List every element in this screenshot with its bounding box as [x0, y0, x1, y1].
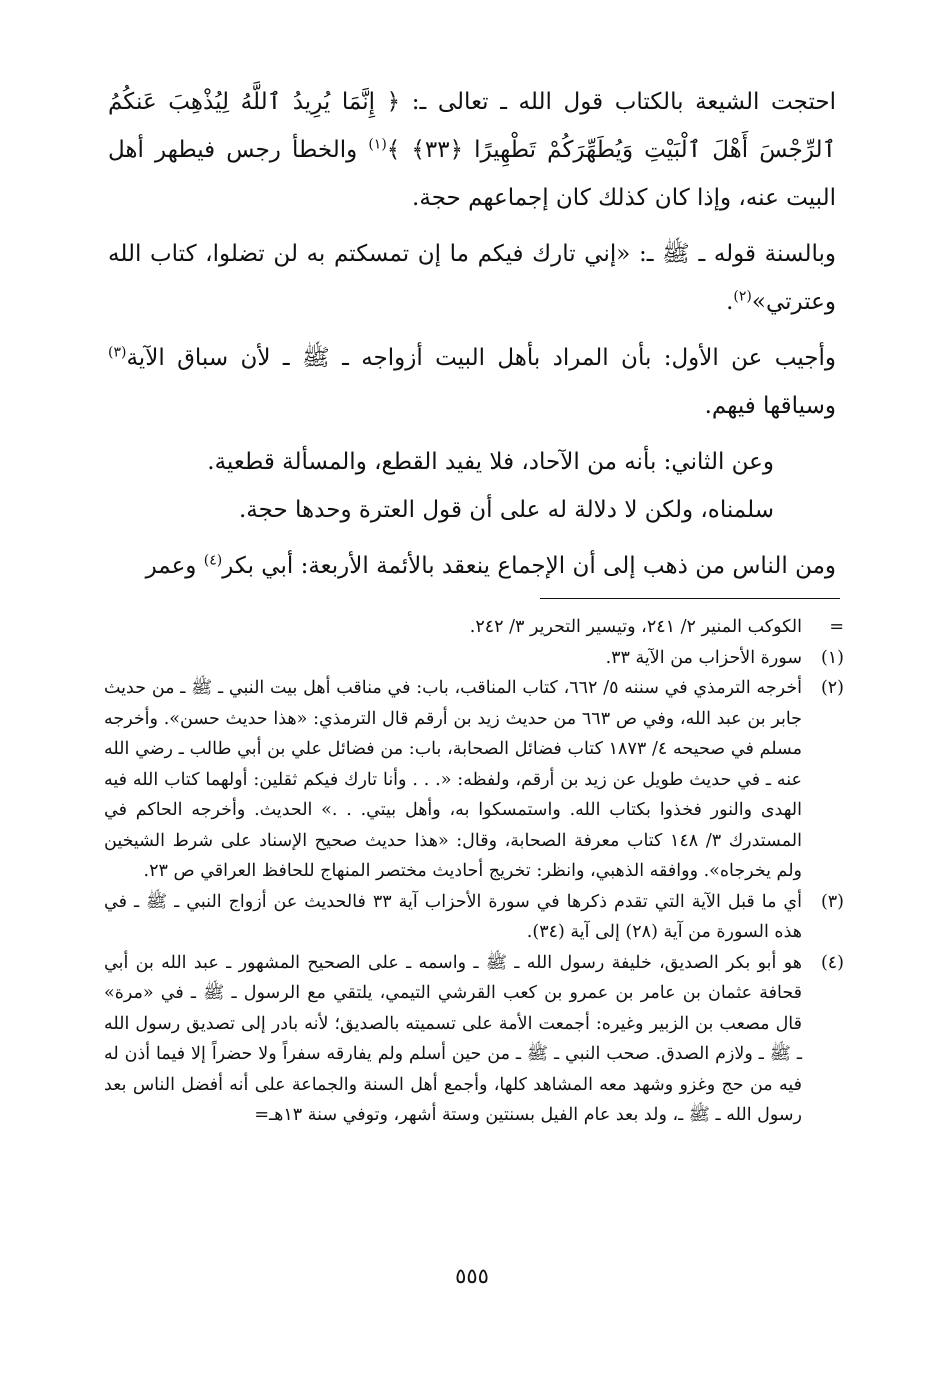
- footnote-number: (٣): [820, 891, 844, 912]
- footnote-3: [104, 887, 844, 948]
- paragraph-text: وعن الثاني: بأنه من الآحاد، فلا يفيد القطع، والمسألة قطعية.: [207, 449, 774, 475]
- paragraph-reply-second: [108, 438, 836, 486]
- paragraph-text: ومن الناس من ذهب إلى أن الإجماع ينعقد بالأئمة الأربعة: أبي بكر: [222, 553, 836, 579]
- paragraph-text-continued: وسياقها فيهم.: [704, 393, 836, 419]
- footnote-continuation: [104, 612, 844, 643]
- footnotes: [104, 612, 844, 1131]
- footnote-number: (٢): [820, 678, 844, 698]
- paragraph-reply-first: [108, 334, 836, 430]
- footnote-4: [104, 948, 844, 1131]
- paragraph-shia-argument: [108, 78, 836, 222]
- footnote-divider: [540, 598, 840, 599]
- paragraph-text: وأجيب عن الأول: بأن المراد بأهل البيت أزواجه ـ ﷺ ـ لأن سباق الآية: [126, 345, 836, 371]
- footnote-text: أي ما قبل الآية التي تقدم ذكرها في سورة الأحزاب آية ٣٣ فالحديث عن أزواج النبي ـ ﷺ ـ في هذه السورة من آية (٢٨) إلى آية (٣٤).: [104, 891, 802, 942]
- paragraph-text: وبالسنة قوله ـ ﷺ ـ: «إني تارك فيكم ما إن تمسكتم به لن تضلوا، كتاب الله وعترتي»: [108, 241, 836, 315]
- footnote-text: سورة الأحزاب من الآية ٣٣.: [605, 647, 802, 668]
- paragraph-text-continued: .: [726, 289, 734, 315]
- footnote-number: (٤): [820, 952, 844, 973]
- paragraph-text: احتجت الشيعة بالكتاب قول الله ـ تعالى ـ: ﴿ إِنَّمَا يُرِيدُ ٱللَّهُ لِيُذْهِبَ عَنكُمُ ٱلرِّجْسَ أَهْلَ ٱلْبَيْتِ وَيُطَهِّرَكُمْ تَطْهِيرًا ﴿٣٣﴾ ﴾: [108, 89, 836, 163]
- footnote-number: =: [829, 617, 844, 637]
- footnote-2: [104, 673, 844, 887]
- page-number: ٥٥٥: [455, 1264, 489, 1288]
- paragraph-sunnah: [108, 230, 836, 326]
- footnote-ref-3[interactable]: (٣): [108, 344, 127, 361]
- paragraph-text-continued: وعمر: [145, 553, 204, 579]
- footnote-text: أخرجه الترمذي في سننه ٥/ ٦٦٢، كتاب المناقب، باب: في مناقب أهل بيت النبي ـ ﷺ ـ من حديث جابر بن عبد الله، وفي ص ٦٦٣ من حديث زيد بن أرقم قال الترمذي: «هذا حديث حسن». وأخرجه مسلم في صحيحه ٤/ ١٨٧٣ كتاب فضائل الصحابة، باب: من فضائل علي بن أبي طالب ـ رضي الله عنه ـ في حديث طويل عن زيد بن أرقم، ولفظه: «. . . وأنا تارك فيكم ثقلين: أولهما كتاب الله فيه الهدى والنور فخذوا بكتاب الله. واستمسكوا به، وأهل بيتي. . .» الحديث. وأخرجه الحاكم في المستدرك ٣/ ١٤٨ كتاب معرفة الصحابة، وقال: «هذا حديث صحيح الإسناد على شرط الشيخين ولم يخرجاه». ووافقه الذهبي، وانظر: تخريج أحاديث مختصر المنهاج للحافظ العراقي ص ٢٣.: [104, 678, 803, 881]
- footnote-ref-1[interactable]: (١): [368, 136, 387, 153]
- footnote-1: [104, 643, 844, 674]
- paragraph-text: سلمناه، ولكن لا دلالة له على أن قول العترة وحدها حجة.: [239, 497, 774, 523]
- main-text: [108, 78, 836, 598]
- footnote-text: الكوكب المنير ٢/ ٢٤١، وتيسير التحرير ٣/ ٢٤٢.: [469, 617, 802, 637]
- paragraph-four-imams: [108, 542, 836, 590]
- paragraph-concession: [108, 486, 836, 534]
- footnote-number: (١): [820, 647, 844, 668]
- footnote-ref-2[interactable]: (٢): [733, 288, 752, 305]
- footnote-text: هو أبو بكر الصديق، خليفة رسول الله ـ ﷺ ـ واسمه ـ على الصحيح المشهور ـ عبد الله بن أبي قحافة عثمان بن عامر بن عمرو بن كعب القرشي التيمي، يلتقي مع الرسول ـ ﷺ ـ في «مرة» قال مصعب بن الزبير وغيره: أجمعت الأمة على تسميته بالصديق؛ لأنه بادر إلى تصديق رسول الله ـ ﷺ ـ ولازم الصدق. صحب النبي ـ ﷺ ـ من حين أسلم ولم يفارقه سفراً ولا حضراً إلا فيما أذن له فيه من حج وغزو وشهد معه المشاهد كلها، وأجمع أهل السنة والجماعة على أنه أفضل الناس بعد رسول الله ـ ﷺ ـ، ولد بعد عام الفيل بسنتين وستة أشهر، وتوفي سنة ١٣هـ=: [104, 952, 802, 1125]
- footnote-ref-4[interactable]: (٤): [203, 552, 223, 569]
- paragraph-text-continued: والخطأ رجس فيطهر أهل البيت عنه، وإذا كان كذلك كان إجماعهم حجة.: [108, 137, 836, 211]
